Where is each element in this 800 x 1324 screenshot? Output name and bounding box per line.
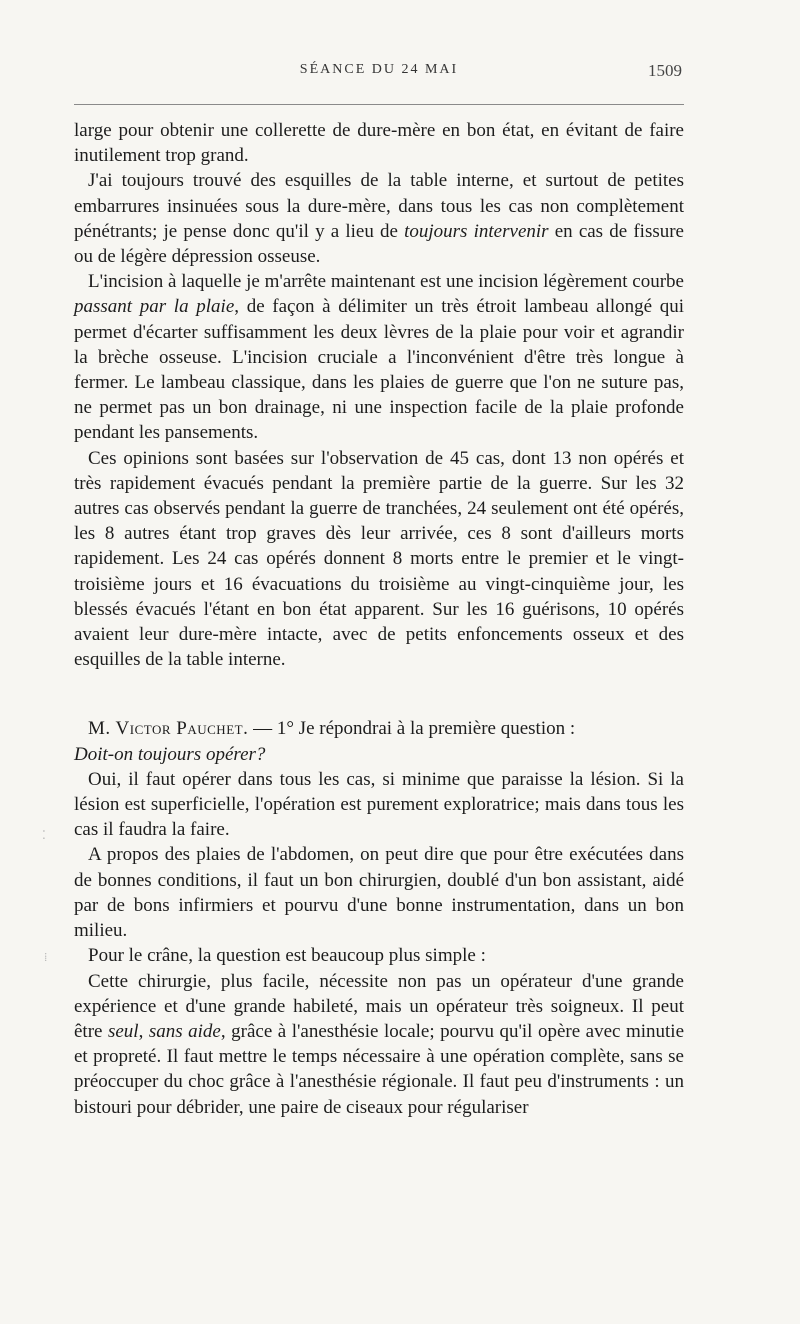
paragraph-text: en cas de fissure ou de légère dépression osseuse.: [74, 220, 684, 268]
paragraph: [74, 118, 684, 168]
paragraph: [74, 168, 684, 269]
paragraph-text: — 1° Je répondrai à la première question :: [248, 718, 576, 740]
paragraph-text: A propos des plaies de l'abdomen, on peut dire que pour être exécutées dans de bonnes conditions, il faut un bon chirurgien, doublé d'un bon assistant, aidé par de bons infirmiers et pourvu d'une bonne instrumentation, dans un bon milieu.: [74, 844, 684, 942]
paragraph: [74, 943, 684, 968]
paragraph-text: , grâce à l'anesthésie locale; pourvu qu'il opère avec minutie et propreté. Il faut mettre le temps nécessaire à une opération complète, sans se préoccuper du choc grâce à l'anesthésie régionale. Il faut peu d'instruments : un bistouri pour débrider, une paire de ciseaux pour régulariser: [74, 1020, 685, 1118]
paragraph-text: Pour le crâne, la question est beaucoup plus simple :: [88, 945, 486, 967]
margin-mark: ⁚: [42, 828, 46, 842]
page-header: [74, 62, 684, 86]
paragraph-text: J'ai toujours trouvé des esquilles de la table interne, et surtout de petites embarrures insinuées sous la dure-mère, dans tous les cas non complètement pénétrants; je pense donc qu'il y a lieu de: [74, 170, 684, 242]
paragraph: [74, 716, 684, 766]
paragraph-text: , de façon à délimiter un très étroit lambeau allongé qui permet d'écarter suffisamment les deux lèvres de la plaie pour voir et agrandir la brèche osseuse. L'incision cruciale a l'inconvénient d'être très longue à fermer. Le lambeau classique, dans les plaies de guerre que l'on ne suture pas, ne permet pas un bon drainage, ni une inspection facile de la plaie profonde pendant les pansements.: [74, 296, 684, 444]
page-number: 1509: [648, 61, 682, 80]
paragraph: [74, 767, 684, 843]
speaker-name: M. Victor Pauchet.: [88, 718, 249, 740]
paragraph: [74, 842, 684, 943]
paragraph: [74, 269, 684, 445]
paragraph-text: Cette chirurgie, plus facile, nécessite non pas un opérateur d'une grande expérience et d'une grande habileté, mais un opérateur très soigneux. Il peut être: [74, 970, 684, 1042]
paragraph-text: ,: [138, 1020, 149, 1042]
section-gap: [74, 672, 684, 716]
running-title: SÉANCE DU 24 MAI: [299, 62, 459, 77]
body-text: [74, 118, 684, 1120]
paragraph-text: Ces opinions sont basées sur l'observation de 45 cas, dont 13 non opérés et très rapidement évacués pendant la première partie de la guerre. Sur les 32 autres cas observés pendant la guerre de tranchées, 24 seulement ont été opérés, les 8 autres étant trop graves dès leur arrivée, ces 8 sont d'ailleurs morts rapidement. Les 24 cas opérés donnent 8 morts entre le premier et le vingt-troisième jours et 16 évacuations du troisième au vingt-cinquième jour, les blessés évacués l'étant en bon état apparent. Sur les 16 guérisons, 10 opérés avaient leur dure-mère intacte, avec de petits enfoncements osseux et des esquilles de la table interne.: [74, 447, 684, 671]
paragraph-text: L'incision à laquelle je m'arrête maintenant est une incision légèrement courbe: [88, 271, 684, 293]
emphasis: sans aide: [148, 1020, 221, 1042]
emphasis: toujours intervenir: [404, 220, 549, 242]
emphasis: Doit-on toujours opérer?: [74, 743, 266, 765]
paragraph: [74, 446, 684, 673]
margin-mark: ⁞: [44, 950, 48, 964]
header-rule: [74, 104, 684, 105]
emphasis: passant par la plaie: [74, 296, 235, 318]
paragraph: [74, 969, 684, 1120]
paragraph-text: Oui, il faut opérer dans tous les cas, si minime que paraisse la lésion. Si la lésion est superficielle, l'opération est purement exploratrice; mais dans tous les cas il faudra la faire.: [74, 768, 684, 841]
paragraph-text: large pour obtenir une collerette de dure-mère en bon état, en évitant de faire inutilement trop grand.: [74, 120, 684, 167]
emphasis: seul: [107, 1020, 139, 1042]
